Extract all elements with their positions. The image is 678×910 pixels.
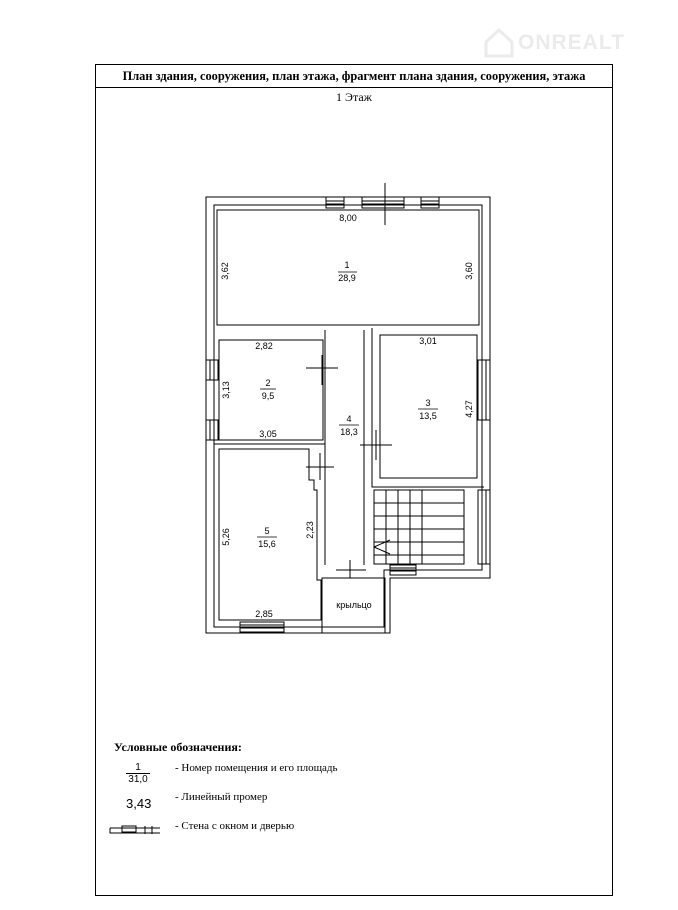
room-1-dim-left: 3,62 (220, 262, 230, 280)
room-5-number: 5 (264, 526, 270, 536)
room-5-dim-right: 2,23 (305, 521, 315, 539)
legend-title: Условные обозначения: (114, 740, 242, 754)
room-4-number: 4 (346, 414, 352, 424)
legend-sample-number: 1 (135, 762, 141, 773)
room-labels (257, 260, 438, 610)
room-1-dim-right: 3,60 (464, 262, 474, 280)
staircase (374, 490, 464, 564)
room-2-outline (219, 340, 323, 440)
porch-label: крыльцо (336, 600, 372, 610)
room-1-area: 28,9 (338, 273, 356, 283)
legend-wall-text: - Стена с окном и дверью (175, 820, 295, 832)
room-1-number: 1 (344, 260, 350, 270)
windows-right (478, 360, 490, 564)
room-1-dim-width: 8,00 (339, 213, 357, 223)
room-5-dim-left: 5,26 (221, 528, 231, 546)
windows-left (206, 360, 218, 440)
legend-dim-text: - Линейный промер (175, 791, 268, 803)
legend-sample-area: 31,0 (128, 774, 148, 785)
room-2-dim-top: 2,82 (255, 341, 273, 351)
room-3-number: 3 (425, 398, 431, 408)
room-3-dim-right: 4,27 (464, 400, 474, 418)
room-2-number: 2 (265, 378, 271, 388)
room-2-dim-bottom: 3,05 (259, 429, 277, 439)
corridor-walls (325, 330, 364, 565)
room-3-dim-top: 3,01 (419, 336, 437, 346)
room-5-dim-bottom: 2,85 (255, 609, 273, 619)
room-2-area: 9,5 (261, 391, 275, 401)
room-2-dim-left: 3,13 (221, 381, 231, 399)
legend-dim-sample: 3,43 (126, 796, 152, 811)
room-3-area: 13,5 (419, 411, 437, 421)
page-title: План здания, сооружения, план этажа, фрагмент плана здания, сооружения, этажа (96, 65, 612, 88)
legend-wall-sample (110, 826, 160, 834)
floor-label: 1 Этаж (336, 90, 372, 104)
room-4-area: 18,3 (340, 427, 358, 437)
legend-room-text: - Номер помещения и его площадь (175, 762, 338, 774)
room-5-area: 15,6 (258, 539, 276, 549)
watermark-text: ONREALT (518, 31, 625, 54)
